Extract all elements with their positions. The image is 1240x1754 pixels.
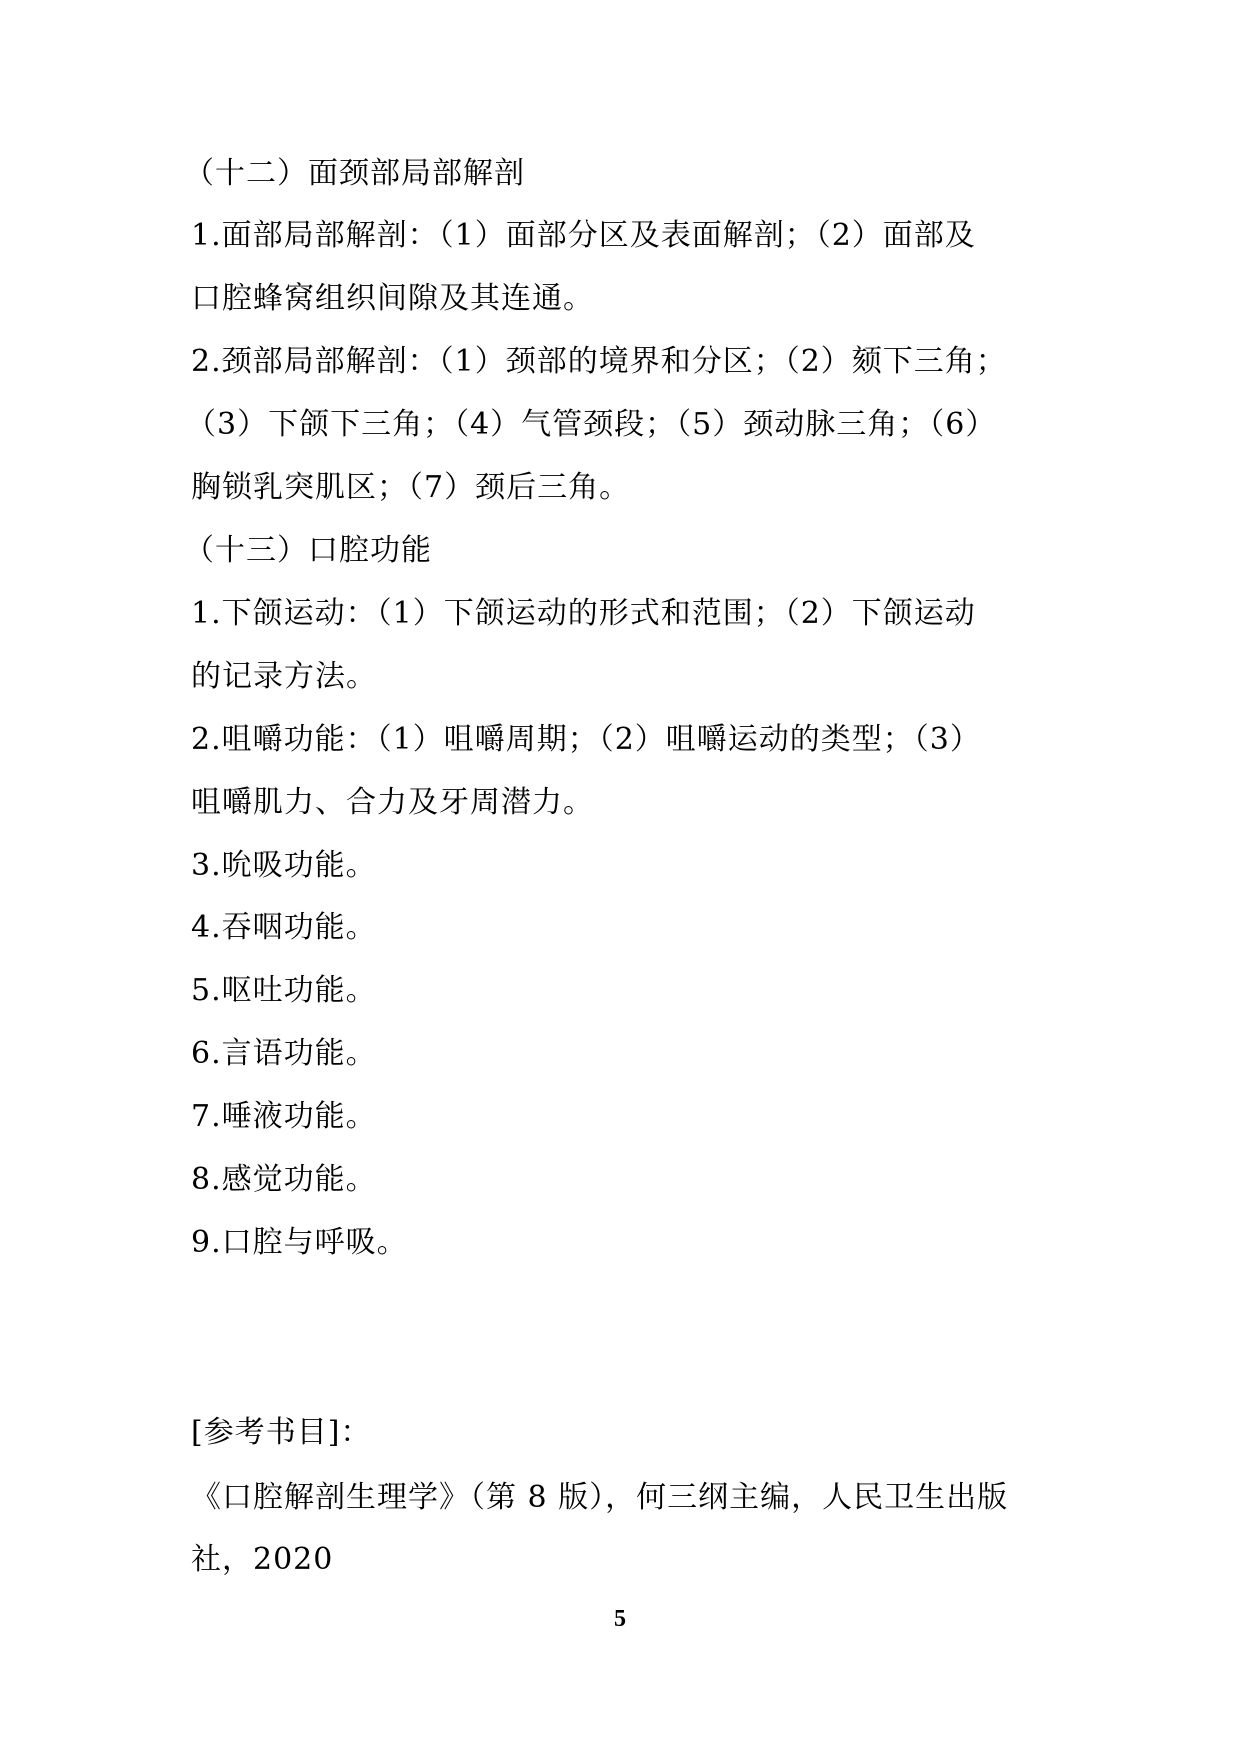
section-heading: （十三）口腔功能 [184, 533, 432, 568]
text-line: 2.咀嚼功能：（1）咀嚼周期；（2）咀嚼运动的类型；（3） [191, 722, 981, 757]
page-number: 5 [614, 1606, 626, 1632]
text-line: 口腔蜂窝组织间隙及其连通。 [191, 281, 594, 316]
text-line: 7.唾液功能。 [191, 1099, 377, 1134]
text-line: 的记录方法。 [191, 659, 377, 694]
section-heading: （十二）面颈部局部解剖 [184, 156, 525, 191]
text-line: 9.口腔与呼吸。 [191, 1225, 408, 1260]
references-heading: [参考书目]： [191, 1415, 372, 1450]
text-line: （3）下颌下三角；（4）气管颈段；（5）颈动脉三角；（6） [186, 407, 997, 442]
text-line: 2.颈部局部解剖：（1）颈部的境界和分区；（2）颏下三角； [191, 344, 1007, 379]
text-line: 5.呕吐功能。 [191, 973, 377, 1008]
text-line: 1.下颌运动：（1）下颌运动的形式和范围；（2）下颌运动 [191, 596, 976, 631]
text-line: 1.面部局部解剖：（1）面部分区及表面解剖；（2）面部及 [191, 218, 976, 253]
text-line: 胸锁乳突肌区；（7）颈后三角。 [191, 470, 631, 505]
text-line: 6.言语功能。 [191, 1036, 377, 1071]
reference-line: 社，2020 [191, 1542, 334, 1577]
reference-line: 《口腔解剖生理学》（第 8 版），何三纲主编，人民卫生出版 [191, 1480, 1009, 1515]
text-line: 咀嚼肌力、合力及牙周潜力。 [191, 785, 594, 820]
text-line: 8.感觉功能。 [191, 1162, 377, 1197]
text-line: 3.吮吸功能。 [191, 848, 377, 883]
text-line: 4.吞咽功能。 [191, 910, 377, 945]
